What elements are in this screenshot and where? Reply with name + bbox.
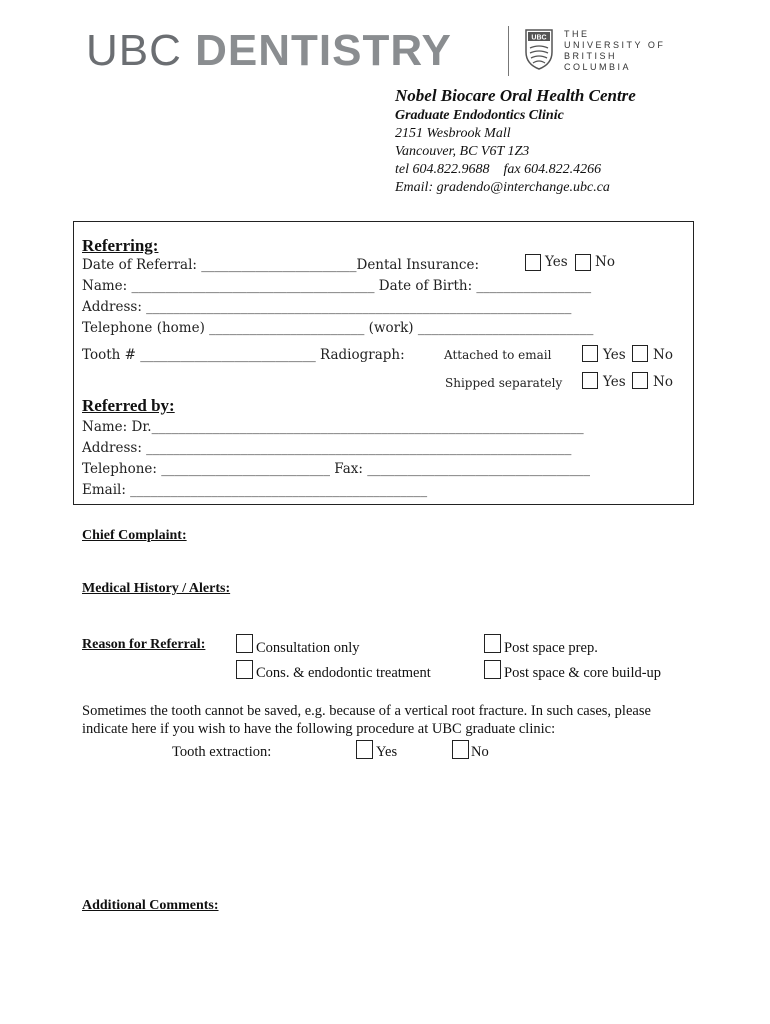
ubc-crest-icon <box>524 28 554 70</box>
tooth-extraction-label: Tooth extraction: <box>172 744 272 760</box>
radiograph-attached-label: Attached to email <box>444 348 552 362</box>
consultation-checkbox[interactable] <box>236 634 253 653</box>
shipped-yes-checkbox[interactable] <box>582 372 598 389</box>
shipped-no-label: No <box>653 374 673 390</box>
university-line-3: BRITISH <box>564 51 618 61</box>
radiograph-shipped-label: Shipped separately <box>445 376 563 390</box>
date-of-referral-field[interactable]: Date of Referral: _______________________Dental Insurance: <box>82 257 480 273</box>
insurance-no-label: No <box>595 254 615 270</box>
clinic-city: Vancouver, BC V6T 1Z3 <box>395 144 530 159</box>
insurance-no-checkbox[interactable] <box>575 254 591 271</box>
referrer-address-field[interactable]: Address: _______________________________________________________________ <box>82 440 572 456</box>
post-core-label: Post space & core build-up <box>504 665 662 681</box>
chief-complaint-heading: Chief Complaint: <box>82 528 187 543</box>
tooth-number-field[interactable]: Tooth # __________________________ Radiograph: <box>82 347 405 363</box>
extraction-yes-label: Yes <box>376 744 398 760</box>
referrer-telephone-fax-field[interactable]: Telephone: _________________________ Fax: _________________________________ <box>82 461 590 477</box>
medical-history-heading: Medical History / Alerts: <box>82 581 231 596</box>
clinic-email: Email: gradendo@interchange.ubc.ca <box>395 180 610 195</box>
referrer-name-field[interactable]: Name: Dr.________________________________________________________________ <box>82 419 584 435</box>
consultation-label: Consultation only <box>256 640 360 656</box>
logo-ubc: UBC <box>86 26 182 75</box>
dentistry-logo <box>86 26 452 76</box>
logo-divider <box>508 26 509 76</box>
post-core-checkbox[interactable] <box>484 660 501 679</box>
additional-comments-heading: Additional Comments: <box>82 898 219 913</box>
extraction-note-line-1: Sometimes the tooth cannot be saved, e.g. because of a vertical root fracture. In such cases, please <box>82 703 651 719</box>
clinic-name: Nobel Biocare Oral Health Centre <box>395 86 636 105</box>
post-space-checkbox[interactable] <box>484 634 501 653</box>
extraction-no-label: No <box>471 744 489 760</box>
clinic-street: 2151 Wesbrook Mall <box>395 126 511 141</box>
university-line-1: THE <box>564 29 590 39</box>
shipped-no-checkbox[interactable] <box>632 372 648 389</box>
patient-name-field[interactable]: Name: ____________________________________ Date of Birth: _________________ <box>82 278 592 294</box>
extraction-note-line-2: indicate here if you wish to have the following procedure at UBC graduate clinic: <box>82 721 556 737</box>
attached-yes-label: Yes <box>603 347 626 363</box>
referrer-email-field[interactable]: Email: ____________________________________________ <box>82 482 428 498</box>
university-line-4: COLUMBIA <box>564 62 632 72</box>
attached-yes-checkbox[interactable] <box>582 345 598 362</box>
reason-for-referral-heading: Reason for Referral: <box>82 637 206 652</box>
university-line-2: UNIVERSITY OF <box>564 40 666 50</box>
patient-telephone-field[interactable]: Telephone (home) _______________________ (work) __________________________ <box>82 320 594 336</box>
referred-by-title: Referred by: <box>82 396 175 415</box>
extraction-no-checkbox[interactable] <box>452 740 469 759</box>
attached-no-label: No <box>653 347 673 363</box>
post-space-label: Post space prep. <box>504 640 598 656</box>
crest-text: UBC <box>531 34 547 42</box>
attached-no-checkbox[interactable] <box>632 345 648 362</box>
shipped-yes-label: Yes <box>603 374 626 390</box>
patient-address-field[interactable]: Address: _______________________________________________________________ <box>82 299 572 315</box>
logo-dentistry: DENTISTRY <box>195 26 452 75</box>
cons-endo-checkbox[interactable] <box>236 660 253 679</box>
insurance-yes-checkbox[interactable] <box>525 254 541 271</box>
clinic-phone-fax: tel 604.822.9688 fax 604.822.4266 <box>395 162 602 177</box>
insurance-yes-label: Yes <box>545 254 568 270</box>
extraction-yes-checkbox[interactable] <box>356 740 373 759</box>
referring-title: Referring: <box>82 236 159 255</box>
clinic-department: Graduate Endodontics Clinic <box>395 108 564 123</box>
cons-endo-label: Cons. & endodontic treatment <box>256 665 431 681</box>
